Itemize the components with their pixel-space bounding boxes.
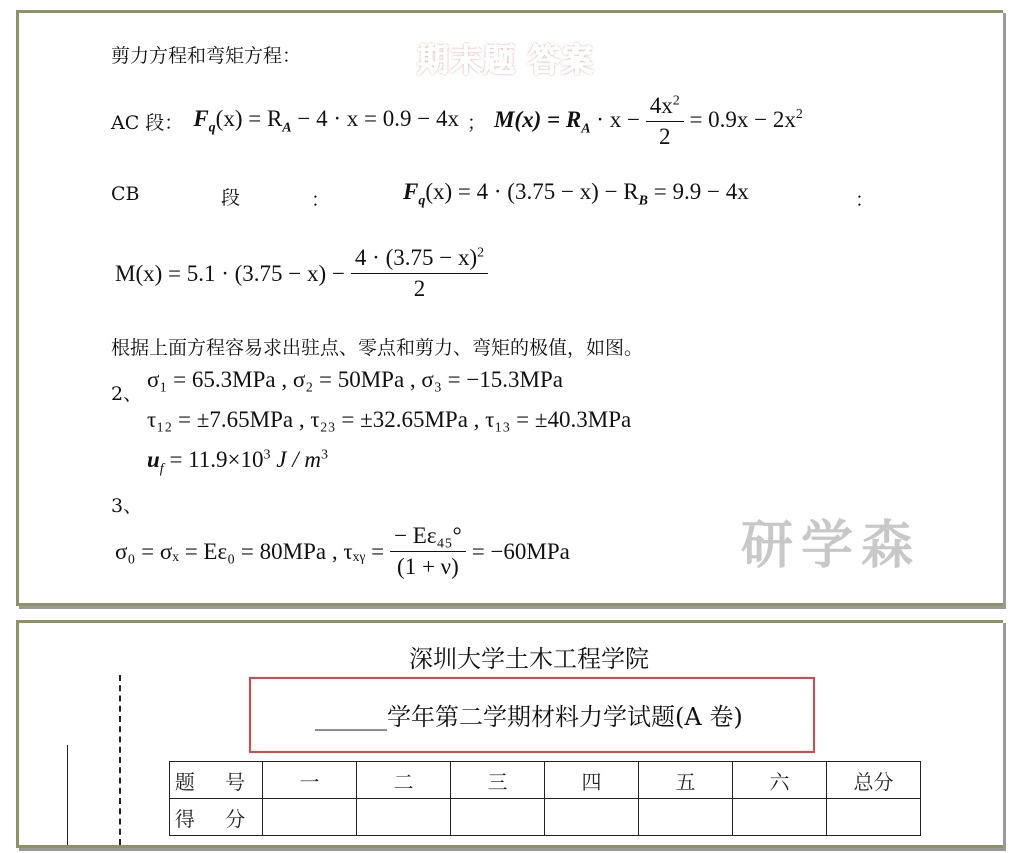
score-table-score-row: [170, 799, 921, 836]
ac-moment-equation: $M(x) = R_A \cdot x$ − $\frac{4x^2}{2}$ = $0.9x - 2x^2$: [493, 92, 803, 149]
score-table: [169, 761, 921, 836]
q3-equation: σ₀ = σₓ = Eε₀ = 80MPa , τₓᵧ = $\frac{\text{− Eε₄₅°}}{(1 + \nu)}$ = −60MPa: [115, 523, 570, 579]
exam-title: ______学年第二学期材料力学试题(A 卷): [315, 703, 743, 731]
score-cell-total: [827, 799, 921, 836]
answer-page: [16, 10, 1003, 606]
binding-solid-line: [67, 745, 68, 845]
cb-moment-equation: M(x) = 5.1 · (3.75 − x) − $\frac{4 \cdot (3.75 - x)^2}{2}$: [115, 245, 488, 302]
q2-label: 2、: [111, 383, 143, 405]
cb-shear-equation: $F_q(x) = 4 \cdot (3.75 - x) - R_B = 9.9 - 4x$: [403, 179, 749, 209]
cb-moment-fraction: $\frac{4 \cdot (3.75 - x)^2}{2}$: [351, 245, 488, 302]
column-4: 四: [545, 762, 639, 799]
exam-answer-stamp: 期末题 答案: [417, 41, 595, 79]
column-2: 二: [357, 762, 451, 799]
ac-separator: ；: [466, 111, 486, 134]
ac-moment-fraction: $\frac{4x^2}{2}$: [646, 93, 684, 150]
cb-duan: 段: [221, 187, 241, 209]
q2-principal-stresses: σ₁ = 65.3MPa , σ₂ = 50MPa , σ₃ = −15.3MPa: [147, 367, 563, 392]
extreme-values-note: 根据上面方程容易求出驻点、零点和剪力、弯矩的极值，如图。: [111, 337, 644, 359]
intro-text: 剪力方程和弯矩方程：: [111, 45, 302, 67]
score-cell-4: [545, 799, 639, 836]
cb-trailing-colon: ：: [855, 189, 875, 211]
cb-label: CB: [111, 183, 140, 205]
column-5: 五: [639, 762, 733, 799]
question-number-label: 题 号: [170, 762, 263, 799]
exam-cover-page: [16, 620, 1003, 848]
score-table-header-row: [170, 762, 921, 799]
score-cell-6: [733, 799, 827, 836]
column-total: 总分: [827, 762, 921, 799]
column-1: 一: [263, 762, 357, 799]
score-label: 得 分: [170, 799, 263, 836]
q3-fraction: $\frac{\text{− Eε₄₅°}}{(1 + \nu)}$: [390, 523, 466, 580]
score-cell-2: [357, 799, 451, 836]
column-3: 三: [451, 762, 545, 799]
score-cell-1: [263, 799, 357, 836]
school-name: 深圳大学土木工程学院: [409, 645, 649, 673]
column-6: 六: [733, 762, 827, 799]
score-cell-3: [451, 799, 545, 836]
score-cell-5: [639, 799, 733, 836]
binding-dashed-line: [119, 675, 121, 845]
ac-label: AC 段：: [111, 111, 184, 134]
q2-strain-energy: $u_f = 11.9\times 10^3$ J / $m^3$: [147, 447, 328, 477]
watermark: 研学森: [741, 516, 922, 576]
q3-label: 3、: [111, 495, 143, 517]
q2-shear-stresses: τ₁₂ = ±7.65MPa , τ₂₃ = ±32.65MPa , τ₁₃ = ±40.3MPa: [147, 407, 632, 432]
cb-colon: ：: [311, 189, 331, 211]
ac-equation-line: [111, 91, 803, 151]
ac-shear-equation: $F_q(x) = R_A - 4 \cdot x = 0.9 - 4x$: [193, 105, 459, 136]
